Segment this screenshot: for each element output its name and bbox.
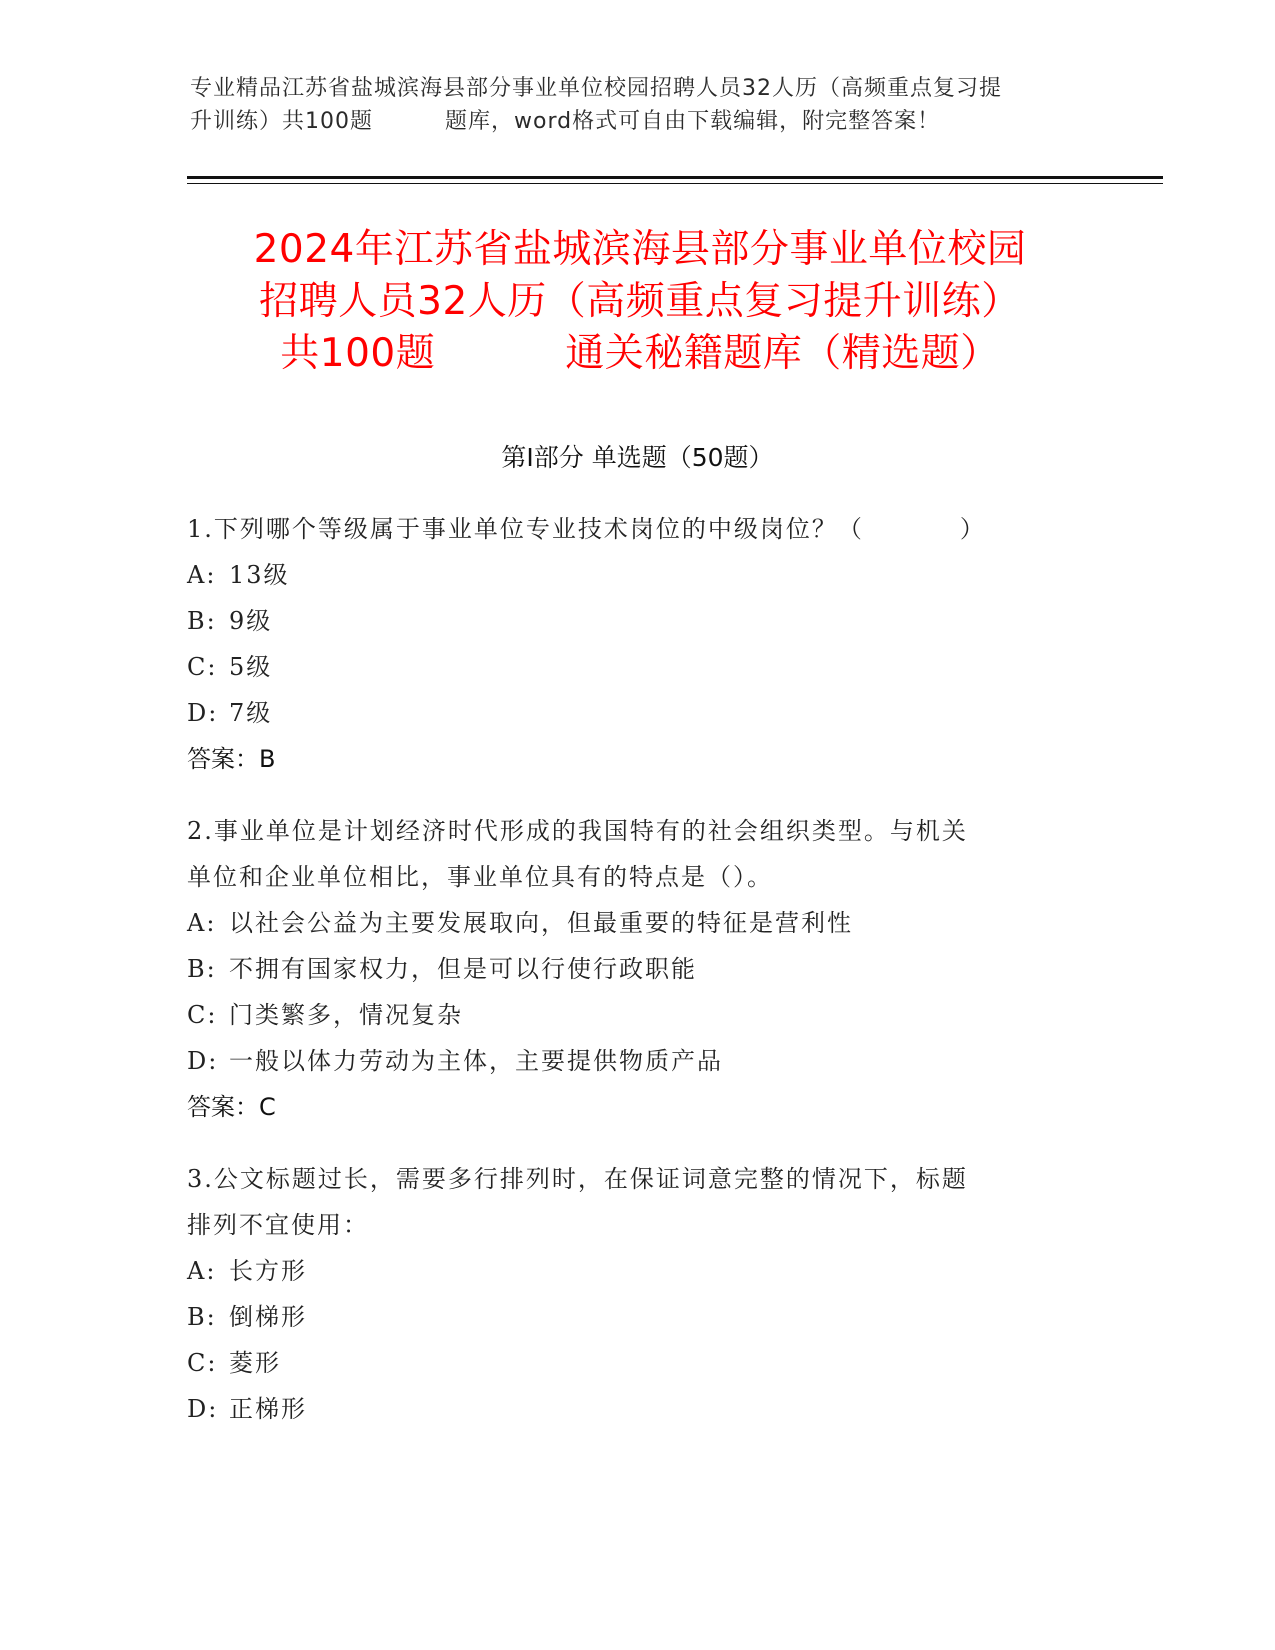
answer: 答案：C (187, 1093, 276, 1121)
option-d (187, 1386, 1067, 1432)
option-letter: A: (187, 1257, 217, 1285)
option-letter: B: (187, 955, 217, 983)
option-a (187, 1248, 1067, 1294)
header-rule-thin (187, 183, 1163, 184)
document-title (180, 224, 1100, 380)
option-b (187, 946, 1067, 992)
answer: 答案：B (187, 745, 276, 773)
question-text-line: 3.公文标题过长，需要多行排列时，在保证词意完整的情况下，标题 (187, 1165, 968, 1193)
option-c (187, 992, 1067, 1038)
header-note-line2-a: 升训练）共100题 (190, 109, 373, 134)
question-text-line: 排列不宜使用： (187, 1211, 369, 1239)
option-a (187, 552, 1067, 598)
question-1 (187, 506, 1067, 782)
header-note-line2-b: 题库，word格式可自由下载编辑，附完整答案！ (445, 109, 941, 134)
option-text: 菱形 (229, 1349, 281, 1377)
option-text: 倒梯形 (229, 1303, 307, 1331)
section-heading: 第Ⅰ部分 单选题（50题） (501, 443, 774, 472)
title-line1: 2024年江苏省盐城滨海县部分事业单位校园 (253, 227, 1027, 272)
option-letter: D: (187, 1047, 219, 1075)
header-note-line2 (190, 105, 1090, 138)
option-c (187, 644, 1067, 690)
option-text: 以社会公益为主要发展取向，但最重要的特征是营利性 (229, 909, 853, 937)
header-note (190, 72, 1090, 138)
option-letter: A: (187, 909, 217, 937)
option-text: 9级 (229, 607, 273, 635)
option-letter: D: (187, 1395, 219, 1423)
question-3 (187, 1156, 1067, 1432)
option-letter: B: (187, 607, 217, 635)
title-line3-a: 共100题 (280, 331, 436, 376)
option-b (187, 598, 1067, 644)
option-c (187, 1340, 1067, 1386)
option-b (187, 1294, 1067, 1340)
option-a (187, 900, 1067, 946)
option-text: 正梯形 (229, 1395, 307, 1423)
option-d (187, 690, 1067, 736)
question-text (187, 506, 1067, 552)
option-text: 一般以体力劳动为主体，主要提供物质产品 (229, 1047, 723, 1075)
option-text: 5级 (229, 653, 273, 681)
header-note-line1: 专业精品江苏省盐城滨海县部分事业单位校园招聘人员32人历（高频重点复习提 (190, 76, 1002, 101)
header-rule-thick (187, 176, 1163, 179)
option-letter: A: (187, 561, 217, 589)
question-bracket-close: ） (959, 515, 986, 543)
option-letter: C: (187, 1001, 218, 1029)
question-text-line: 2.事业单位是计划经济时代形成的我国特有的社会组织类型。与机关 (187, 817, 968, 845)
question-text-line: 1.下列哪个等级属于事业单位专业技术岗位的中级岗位？（ (187, 515, 864, 543)
option-text: 不拥有国家权力，但是可以行使行政职能 (229, 955, 697, 983)
option-text: 长方形 (229, 1257, 307, 1285)
option-text: 门类繁多，情况复杂 (229, 1001, 463, 1029)
option-text: 7级 (229, 699, 273, 727)
option-letter: D: (187, 699, 219, 727)
option-letter: C: (187, 1349, 218, 1377)
option-letter: C: (187, 653, 218, 681)
question-text-line: 单位和企业单位相比，事业单位具有的特点是（）。 (187, 863, 773, 891)
title-line3-b: 通关秘籍题库（精选题） (565, 331, 1000, 376)
option-d (187, 1038, 1067, 1084)
title-line2: 招聘人员32人历（高频重点复习提升训练） (259, 279, 1021, 324)
option-letter: B: (187, 1303, 217, 1331)
question-2 (187, 808, 1067, 1130)
title-line3 (180, 328, 1100, 380)
option-text: 13级 (229, 561, 290, 589)
